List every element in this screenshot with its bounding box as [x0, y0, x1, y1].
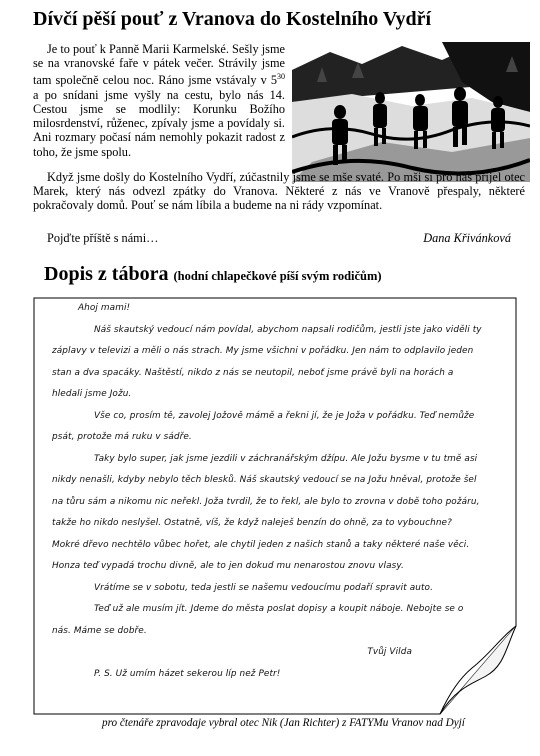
letter-postscript: P. S. Už umím házet sekerou líp než Petr! — [94, 668, 281, 679]
pilgrims-illustration — [292, 42, 530, 182]
letter-title: Dopis z tábora — [44, 263, 169, 285]
letter-subtitle: (hodní chlapečkové píší svým rodičům) — [173, 269, 382, 283]
letter-paragraph: Teď už ale musím jít. Jdeme do města poslat dopisy a koupit náboje. Nebojte se o nás. Máme se dobře. — [52, 604, 464, 636]
letter-paragraph: Vrátíme se v sobotu, teda jestli se našemu vedoucímu podaří spravit auto. — [94, 582, 433, 593]
letter-paragraph: Vše co, prosím tě, zavolej Jožově mámě a řekni jí, že je Joža v pořádku. Teď nemůže psát, protože má ruku v sádře. — [52, 410, 475, 442]
letter-signature: Tvůj Vilda — [367, 647, 412, 657]
letter-greeting: Ahoj mami! — [78, 303, 131, 313]
article-paragraph-1: Je to pouť k Panně Marii Karmelské. Sešly jsme se na vranovské faře v pátek večer. Strávily jsme tam společně celou noc. Ráno jsme vstávaly v $5^{30}$ a po snídani jsme vyšly na cestu, bylo nás 14. Cestou jsme se modlily: Korunku Božího milosrdenství, růženec, zpívaly jsme a povídaly si. Ani rozmary počasí nám nemohly pokazit radost z toho, že jsme spolu. — [33, 42, 285, 159]
letter-paragraph: Taky bylo super, jak jsme jezdili v záchranářským džípu. Ale Jožu bysme v tu tmě asi nikdy nenašli, kdyby nebylo těch blesků. Náš skautský vedoucí se na Jožu hněval, protože šel na tůru sám a nikomu nic neřekl. Joža tvrdil, že to řekl, ale bylo to zrovna v době toho požáru, takže ho nikdo neslyšel. Ostatně, víš, že když naleješ benzín do ohně, za to vybouchne? Mokré dřevo nechtělo vůbec hořet, ale chytil jeden z našich stanů a taky některé naše věci. Honza teď vypadá trochu divně, ale to jen dokud mu nenarostou znovu vlasy. — [52, 453, 480, 571]
article-paragraph-2: Když jsme došly do Kostelního Vydří, zúčastnily jsme se mše svaté. Po mši si pro nás přijel otec Marek, který nás odvezl zpátky do Vranova. Některé z nás ve Vranově přespaly, některé pokračovaly domů. Pouť se nám líbila a budeme na ni rády vzpomínat. — [33, 170, 525, 213]
letter-paragraph: Náš skautský vedoucí nám povídal, abychom napsali rodičům, jestli jste jako viděli ty záplavy v televizi a měli o nás strach. My jsme všichni v pořádku. Jen nám to odplavilo jeden stan a dva spacáky. Naštěstí, nikdo z nás se neutopil, neboť jsme právě byli na horách a hledali jsme Jožu. — [52, 324, 482, 399]
author-name: Dana Křivánková — [423, 231, 511, 245]
letter-text — [52, 298, 482, 685]
page-footer-credit: pro čtenáře zpravodaje vybral otec Nik (Jan Richter) z FATYMu Vranov nad Dyjí — [102, 717, 465, 729]
closing-line: Pojďte příště s námi… — [47, 231, 159, 245]
article-title: Dívčí pěší pouť z Vranova do Kostelního Vydří — [33, 8, 432, 30]
article-closing — [33, 231, 511, 246]
letter-section-title — [44, 263, 382, 286]
